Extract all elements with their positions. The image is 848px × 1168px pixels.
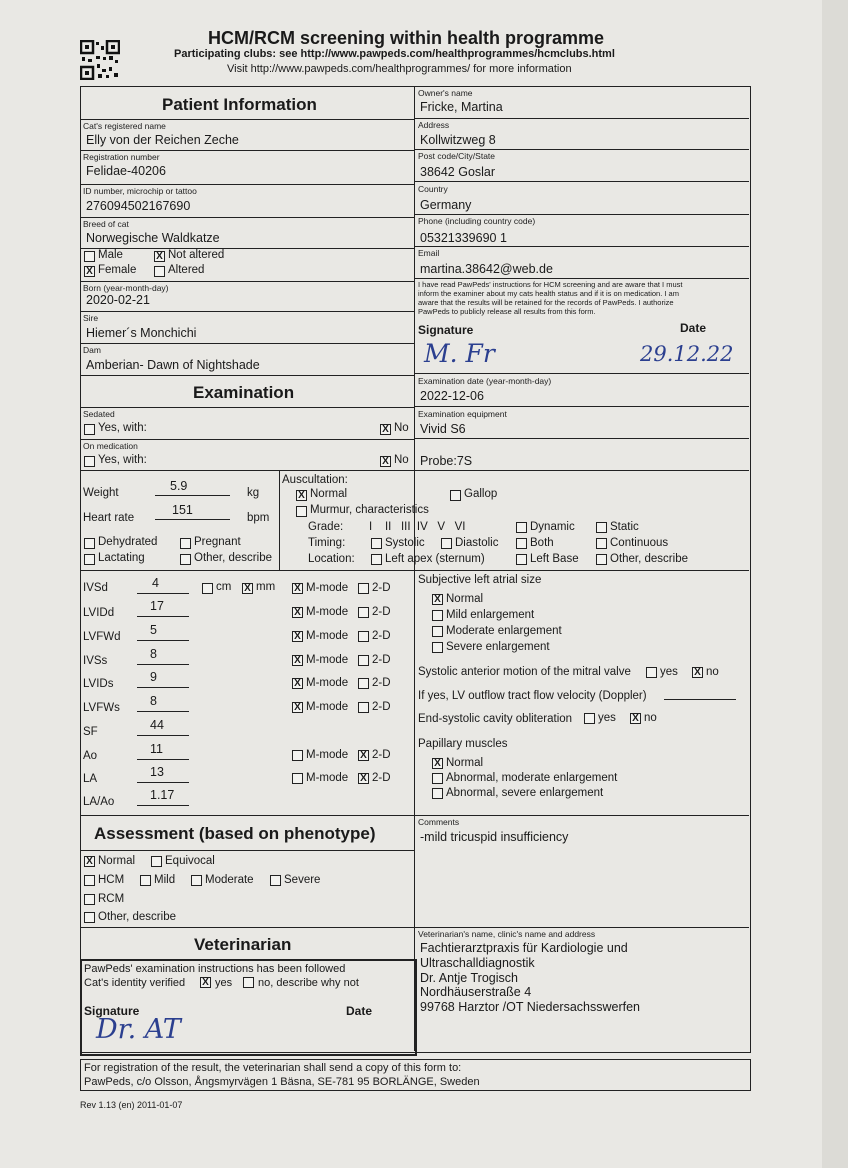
assess-normal-label: Normal xyxy=(98,855,136,867)
ivss-2d-checkbox[interactable] xyxy=(358,655,369,666)
lvidd-mmode-checkbox[interactable]: X xyxy=(292,607,303,618)
lvfwd-mmode-label: M-mode xyxy=(306,630,349,642)
owner-name-value[interactable]: Fricke, Martina xyxy=(420,100,503,114)
probe-value[interactable]: Probe:7S xyxy=(420,454,473,468)
qr-code-icon xyxy=(80,40,120,80)
left-base-label: Left Base xyxy=(530,553,579,565)
cm-label: cm xyxy=(216,581,232,593)
vet-date-label: Date xyxy=(346,1004,373,1018)
la-mild-label: Mild enlargement xyxy=(446,609,535,621)
ao-2d-checkbox[interactable]: X xyxy=(358,750,369,761)
consent-text-3: aware that the results will be retained for the records of PawPeds. I authorize xyxy=(418,298,674,307)
la-moderate-label: Moderate enlargement xyxy=(446,625,562,637)
la-label: LA xyxy=(83,773,98,785)
ivss-2d-label: 2-D xyxy=(372,654,391,666)
hcm-moderate-label: Moderate xyxy=(205,874,254,886)
lvfwd-mmode-checkbox[interactable]: X xyxy=(292,631,303,642)
la-size-title: Subjective left atrial size xyxy=(418,574,542,586)
lvids-mmode-checkbox[interactable]: X xyxy=(292,678,303,689)
mm-checkbox[interactable]: X xyxy=(242,583,253,594)
timing-label: Timing: xyxy=(308,537,346,549)
diastolic-checkbox[interactable] xyxy=(441,538,452,549)
clinic-label: Veterinarian's name, clinic's name and address xyxy=(418,929,596,939)
left-base-checkbox[interactable] xyxy=(516,554,527,565)
assess-normal-checkbox[interactable]: X xyxy=(84,856,95,867)
reg-no-label: Registration number xyxy=(83,152,160,162)
breed-label: Breed of cat xyxy=(83,219,129,229)
ivss-mmode-checkbox[interactable]: X xyxy=(292,655,303,666)
static-label: Static xyxy=(610,521,639,533)
cm-checkbox[interactable] xyxy=(202,583,213,594)
clinic-line-2[interactable]: Ultraschalldiagnostik xyxy=(420,956,535,970)
assessment-heading: Assessment (based on phenotype) xyxy=(94,824,376,843)
other-condition-checkbox[interactable] xyxy=(180,554,191,565)
breed-value[interactable]: Norwegische Waldkatze xyxy=(86,231,220,245)
participating-clubs-text: Participating clubs: see http://www.pawpeds.com/healthprogrammes/hcmclubs.html xyxy=(174,48,615,60)
footer-line-2: PawPeds, c/o Olsson, Ångsmyrvägen 1 Bäsna, SE-781 95 BORLÄNGE, Sweden xyxy=(84,1076,480,1088)
ivss-label: IVSs xyxy=(83,655,108,667)
id-value[interactable]: 276094502167690 xyxy=(86,199,191,213)
sedated-yes-checkbox[interactable] xyxy=(84,424,95,435)
heart-rate-value[interactable]: 151 xyxy=(172,503,193,517)
other-condition-label: Other, describe xyxy=(194,552,272,564)
sedated-no-label: No xyxy=(394,422,409,434)
pap-moderate-checkbox[interactable] xyxy=(432,773,443,784)
medication-no-checkbox[interactable]: X xyxy=(380,456,391,467)
born-label: Born (year-month-day) xyxy=(83,283,169,293)
not-altered-label: Not altered xyxy=(168,249,225,261)
form-title: HCM/RCM screening within health programme xyxy=(208,28,605,48)
grade-options[interactable]: I II III IV V VI xyxy=(369,521,466,533)
pap-severe-label: Abnormal, severe enlargement xyxy=(446,787,604,799)
sire-label: Sire xyxy=(83,313,99,323)
lvfws-2d-checkbox[interactable] xyxy=(358,702,369,713)
hcm-mild-checkbox[interactable] xyxy=(140,875,151,886)
esco-no-checkbox[interactable]: X xyxy=(630,713,641,724)
continuous-checkbox[interactable] xyxy=(596,538,607,549)
left-apex-checkbox[interactable] xyxy=(371,554,382,565)
altered-label: Altered xyxy=(168,264,205,276)
examination-heading: Examination xyxy=(193,383,295,402)
lvidd-value[interactable]: 17 xyxy=(150,599,164,613)
hcm-moderate-checkbox[interactable] xyxy=(191,875,202,886)
la-mmode-label: M-mode xyxy=(306,772,349,784)
la-ao-label: LA/Ao xyxy=(83,796,115,808)
owner-signature-date[interactable]: 29.12.22 xyxy=(640,342,734,366)
female-label: Female xyxy=(98,264,137,276)
ivss-value[interactable]: 8 xyxy=(150,647,157,661)
lvfwd-2d-checkbox[interactable] xyxy=(358,631,369,642)
ao-value[interactable]: 11 xyxy=(150,742,163,756)
pap-normal-checkbox[interactable]: X xyxy=(432,758,443,769)
dehydrated-checkbox[interactable] xyxy=(84,538,95,549)
pap-normal-label: Normal xyxy=(446,757,484,769)
female-checkbox[interactable]: X xyxy=(84,266,95,277)
identity-no-checkbox[interactable] xyxy=(243,977,254,988)
la-2d-label: 2-D xyxy=(372,772,391,784)
lactating-checkbox[interactable] xyxy=(84,554,95,565)
rcm-label: RCM xyxy=(98,893,125,905)
esco-yes-label: yes xyxy=(598,712,616,724)
papillary-title: Papillary muscles xyxy=(418,738,508,750)
lvfwd-2d-label: 2-D xyxy=(372,630,391,642)
ivsd-2d-checkbox[interactable] xyxy=(358,583,369,594)
la-severe-checkbox[interactable] xyxy=(432,642,443,653)
heart-rate-unit: bpm xyxy=(247,512,270,524)
reg-no-value[interactable]: Felidae-40206 xyxy=(86,164,166,178)
footer-line-1: For registration of the result, the veterinarian shall send a copy of this form to: xyxy=(84,1062,462,1074)
esco-no-label: no xyxy=(644,712,657,724)
la-moderate-checkbox[interactable] xyxy=(432,626,443,637)
lactating-label: Lactating xyxy=(98,552,145,564)
revision-text: Rev 1.13 (en) 2011-01-07 xyxy=(80,1100,183,1110)
lvidd-2d-label: 2-D xyxy=(372,606,391,618)
dam-label: Dam xyxy=(83,345,101,355)
pap-severe-checkbox[interactable] xyxy=(432,788,443,799)
lvfws-value[interactable]: 8 xyxy=(150,694,157,708)
owner-signature[interactable]: M. Fr xyxy=(424,339,495,368)
owner-date-label: Date xyxy=(680,321,707,335)
clinic-line-4[interactable]: Nordhäuserstraße 4 xyxy=(420,985,532,999)
esco-label: End-systolic cavity obliteration xyxy=(418,713,573,725)
auscultation-normal-label: Normal xyxy=(310,488,348,500)
sam-yes-label: yes xyxy=(660,666,678,678)
systolic-label: Systolic xyxy=(385,537,425,549)
other-location-checkbox[interactable] xyxy=(596,554,607,565)
country-value[interactable]: Germany xyxy=(420,198,472,212)
not-altered-checkbox[interactable]: X xyxy=(154,251,165,262)
murmur-checkbox[interactable] xyxy=(296,506,307,517)
sam-yes-checkbox[interactable] xyxy=(646,667,657,678)
weight-value[interactable]: 5.9 xyxy=(170,479,188,493)
ao-mmode-checkbox[interactable] xyxy=(292,750,303,761)
location-label: Location: xyxy=(308,553,355,565)
weight-unit: kg xyxy=(247,487,260,499)
static-checkbox[interactable] xyxy=(596,522,607,533)
sedated-no-checkbox[interactable]: X xyxy=(380,424,391,435)
lvot-label: If yes, LV outflow tract flow velocity (Doppler) xyxy=(418,690,647,702)
murmur-label: Murmur, characteristics xyxy=(310,504,429,516)
exam-date-value[interactable]: 2022-12-06 xyxy=(420,389,484,403)
la-mmode-checkbox[interactable] xyxy=(292,773,303,784)
hcm-mild-label: Mild xyxy=(154,874,176,886)
rcm-checkbox[interactable] xyxy=(84,894,95,905)
hcm-checkbox[interactable] xyxy=(84,875,95,886)
lvidd-mmode-label: M-mode xyxy=(306,606,349,618)
pregnant-checkbox[interactable] xyxy=(180,538,191,549)
medication-label: On medication xyxy=(83,441,138,451)
identity-yes-checkbox[interactable]: X xyxy=(200,977,211,988)
consent-text-2: inform the examiner about my cats health status and if it is on medication. I am xyxy=(418,289,679,298)
reg-name-label: Cat's registered name xyxy=(83,121,166,131)
clinic-line-3[interactable]: Dr. Antje Trogisch xyxy=(420,971,518,985)
veterinarian-heading: Veterinarian xyxy=(194,935,292,954)
heart-rate-label: Heart rate xyxy=(83,512,135,524)
phone-label: Phone (including country code) xyxy=(418,216,536,226)
pap-moderate-label: Abnormal, moderate enlargement xyxy=(446,772,618,784)
medication-yes-label: Yes, with: xyxy=(98,454,147,466)
owner-signature-label: Signature xyxy=(418,323,474,337)
lvfws-mmode-label: M-mode xyxy=(306,701,349,713)
assess-equivocal-label: Equivocal xyxy=(165,855,215,867)
ivsd-label: IVSd xyxy=(83,582,108,594)
vet-signature[interactable]: Dr. AT xyxy=(96,1014,181,1045)
grade-label: Grade: xyxy=(308,521,344,533)
address-label: Address xyxy=(418,120,450,130)
lvfwd-label: LVFWd xyxy=(83,631,121,643)
ivsd-mmode-label: M-mode xyxy=(306,582,349,594)
address-value[interactable]: Kollwitzweg 8 xyxy=(420,133,496,147)
sam-label: Systolic anterior motion of the mitral valve xyxy=(418,666,631,678)
vet-instructions-text: PawPeds' examination instructions has been followed xyxy=(84,963,346,975)
comments-value[interactable]: -mild tricuspid insufficiency xyxy=(420,830,569,844)
patient-info-heading: Patient Information xyxy=(162,95,317,114)
mm-label: mm xyxy=(256,581,276,593)
assess-other-label: Other, describe xyxy=(98,911,176,923)
continuous-label: Continuous xyxy=(610,537,669,549)
male-label: Male xyxy=(98,249,123,261)
hcm-severe-checkbox[interactable] xyxy=(270,875,281,886)
la-normal-label: Normal xyxy=(446,593,484,605)
vet-signature-label: Signature xyxy=(84,1004,140,1018)
la-value[interactable]: 13 xyxy=(150,765,164,779)
sedated-yes-label: Yes, with: xyxy=(98,422,147,434)
phone-value[interactable]: 05321339690 1 xyxy=(420,231,507,245)
systolic-checkbox[interactable] xyxy=(371,538,382,549)
pregnant-label: Pregnant xyxy=(194,536,241,548)
lvids-2d-label: 2-D xyxy=(372,677,391,689)
identity-yes-label: yes xyxy=(215,977,233,989)
lvidd-2d-checkbox[interactable] xyxy=(358,607,369,618)
sedated-label: Sedated xyxy=(83,409,115,419)
esco-yes-checkbox[interactable] xyxy=(584,713,595,724)
comments-label: Comments xyxy=(418,817,460,827)
lvids-mmode-label: M-mode xyxy=(306,677,349,689)
la-normal-checkbox[interactable]: X xyxy=(432,594,443,605)
postcode-label: Post code/City/State xyxy=(418,151,496,161)
sam-no-label: no xyxy=(706,666,719,678)
lvids-value[interactable]: 9 xyxy=(150,670,157,684)
ivsd-value[interactable]: 4 xyxy=(152,576,159,590)
sf-value[interactable]: 44 xyxy=(150,718,164,732)
clinic-line-1[interactable]: Fachtierarztpraxis für Kardiologie und xyxy=(420,941,628,955)
email-value[interactable]: martina.38642@web.de xyxy=(420,262,553,276)
gallop-label: Gallop xyxy=(464,488,498,500)
gallop-checkbox[interactable] xyxy=(450,490,461,501)
clinic-line-5[interactable]: 99768 Harztor /OT Niedersachsswerfen xyxy=(420,1000,641,1014)
auscultation-normal-checkbox[interactable]: X xyxy=(296,490,307,501)
dam-value[interactable]: Amberian- Dawn of Nightshade xyxy=(86,358,260,372)
country-label: Country xyxy=(418,184,448,194)
lvidd-label: LVIDd xyxy=(83,607,115,619)
lvids-2d-checkbox[interactable] xyxy=(358,678,369,689)
dynamic-checkbox[interactable] xyxy=(516,522,527,533)
lvfws-mmode-checkbox[interactable]: X xyxy=(292,702,303,713)
diastolic-label: Diastolic xyxy=(455,537,499,549)
ao-2d-label: 2-D xyxy=(372,749,391,761)
lvids-label: LVIDs xyxy=(83,678,114,690)
la-2d-checkbox[interactable]: X xyxy=(358,773,369,784)
postcode-value[interactable]: 38642 Goslar xyxy=(420,165,496,179)
ao-label: Ao xyxy=(83,750,98,762)
hcm-label: HCM xyxy=(98,874,125,886)
assess-other-checkbox[interactable] xyxy=(84,912,95,923)
born-value[interactable]: 2020-02-21 xyxy=(86,293,150,307)
left-apex-label: Left apex (sternum) xyxy=(385,553,485,565)
reg-name-value[interactable]: Elly von der Reichen Zeche xyxy=(86,133,239,147)
la-mild-checkbox[interactable] xyxy=(432,610,443,621)
la-severe-label: Severe enlargement xyxy=(446,641,550,653)
medication-yes-checkbox[interactable] xyxy=(84,456,95,467)
identity-no-label: no, describe why not xyxy=(258,977,359,989)
other-location-label: Other, describe xyxy=(610,553,688,565)
consent-text-4: PawPeds to publicly release all results from this form. xyxy=(418,307,596,316)
both-label: Both xyxy=(530,537,554,549)
weight-label: Weight xyxy=(83,487,119,499)
equipment-value[interactable]: Vivid S6 xyxy=(420,422,466,436)
email-label: Email xyxy=(418,248,440,258)
lvfwd-value[interactable]: 5 xyxy=(150,623,157,637)
exam-date-label: Examination date (year-month-day) xyxy=(418,376,552,386)
sam-no-checkbox[interactable]: X xyxy=(692,667,703,678)
owner-name-label: Owner's name xyxy=(418,88,473,98)
altered-checkbox[interactable] xyxy=(154,266,165,277)
auscultation-label: Auscultation: xyxy=(282,474,348,486)
equipment-label: Examination equipment xyxy=(418,409,507,419)
both-checkbox[interactable] xyxy=(516,538,527,549)
ao-mmode-label: M-mode xyxy=(306,749,349,761)
hcm-severe-label: Severe xyxy=(284,874,321,886)
consent-text-1: I have read PawPeds' instructions for HCM screening and are aware that I must xyxy=(418,280,683,289)
identity-verified-label: Cat's identity verified xyxy=(84,977,186,989)
dynamic-label: Dynamic xyxy=(530,521,575,533)
medication-no-label: No xyxy=(394,454,409,466)
ivsd-2d-label: 2-D xyxy=(372,582,391,594)
sf-label: SF xyxy=(83,726,98,738)
dehydrated-label: Dehydrated xyxy=(98,536,158,548)
id-label: ID number, microchip or tattoo xyxy=(83,186,197,196)
lvfws-2d-label: 2-D xyxy=(372,701,391,713)
ivsd-mmode-checkbox[interactable]: X xyxy=(292,583,303,594)
sire-value[interactable]: Hiemer´s Monchichi xyxy=(86,326,197,340)
la-ao-value[interactable]: 1.17 xyxy=(150,788,175,802)
ivss-mmode-label: M-mode xyxy=(306,654,349,666)
visit-text: Visit http://www.pawpeds.com/healthprogrammes/ for more information xyxy=(227,63,572,75)
male-checkbox[interactable] xyxy=(84,251,95,262)
assess-equivocal-checkbox[interactable] xyxy=(151,856,162,867)
lvfws-label: LVFWs xyxy=(83,702,120,714)
